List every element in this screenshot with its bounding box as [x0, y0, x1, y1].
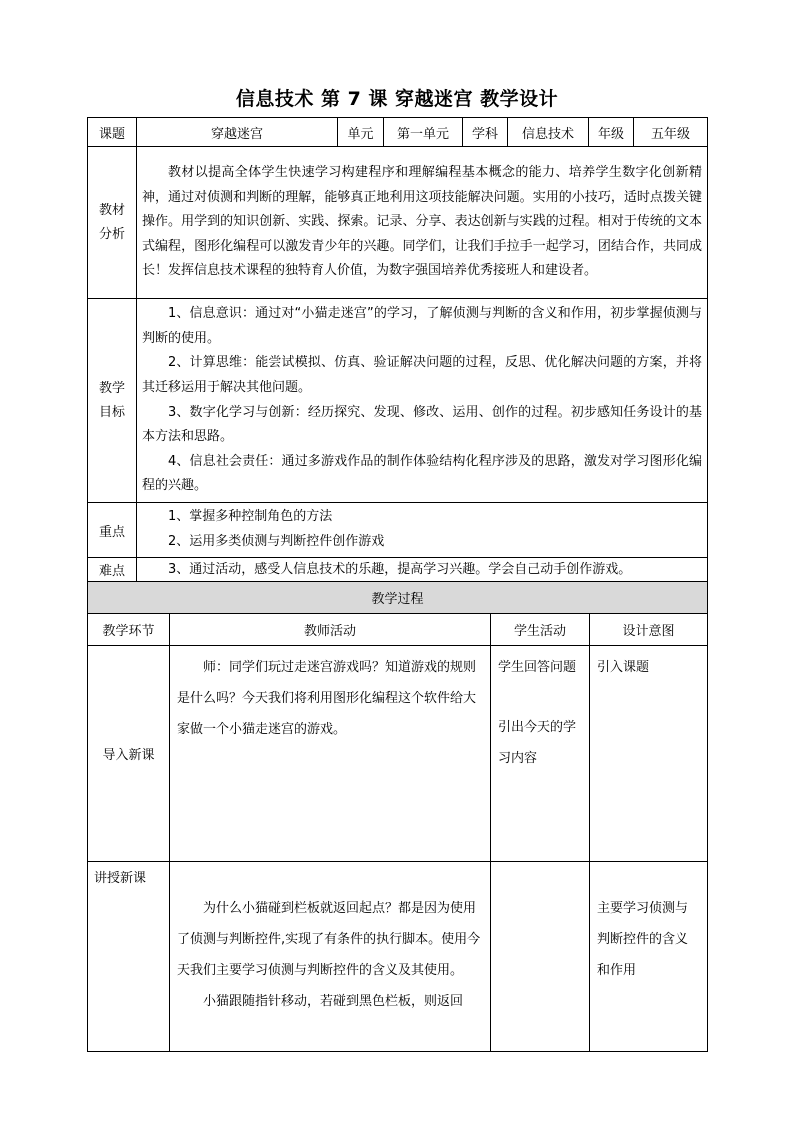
table-row: [88, 646, 708, 862]
student-activity-text: 引出今天的学习内容: [498, 720, 577, 766]
grade-value: 五年级: [634, 118, 708, 147]
subject-value: 信息技术: [508, 118, 589, 147]
document-title: 信息技术 第 7 课 穿越迷宫 教学设计: [235, 88, 559, 110]
topic-value: 穿越迷宫: [137, 118, 338, 147]
analysis-text: 教材以提高全体学生快速学习构建程序和理解编程基本概念的能力、培养学生数字化创新精神，通过对侦测和判断的理解，能够真正地利用这项技能解决问题。实用的小技巧，适时点拨关键操作。用学到的知识创新、实践、探索。记录、分享、表达创新与实践的过程。相对于传统的文本式编程，图形化编程可以激发青少年的兴趣。同学们，让我们手拉手一起学习，团结合作，共同成长！发挥信息技术课程的独特育人价值，为数字强国培养优秀接班人和建设者。: [142, 165, 702, 279]
key-point-item: 2、运用多类侦测与判断控件创作游戏: [168, 534, 385, 549]
lesson-info-table: [87, 117, 708, 582]
difficulty-text: 3、通过活动，感受人信息技术的乐趣，提高学习兴趣。学会自己动手创作游戏。: [168, 561, 632, 577]
key-point-item: 1、掌握多种控制角色的方法: [168, 509, 333, 525]
design-intent-cell: 主要学习侦测与判断控件的含义和作用: [590, 862, 708, 1052]
column-header-student: 学生活动: [491, 614, 590, 646]
analysis-label-line2: 分析: [98, 226, 125, 242]
teacher-activity-text: 为什么小猫碰到栏板就返回起点？都是因为使用了侦测与判断控件,实现了有条件的执行脚本。使用今天我们主要学习侦测与判断控件的含义及其使用。: [177, 901, 481, 978]
goal-item: 2、计算思维：能尝试模拟、仿真、验证解决问题的过程，反思、优化解决问题的方案，并将其迁移运用于解决其他问题。: [142, 355, 702, 395]
goal-item: 4、信息社会责任：通过多游戏作品的制作体验结构化程序涉及的思路，激发对学习图形化编程的兴趣。: [142, 453, 702, 494]
student-activity-cell: [491, 862, 590, 1052]
teacher-activity-text: 小猫跟随指针移动，若碰到黑色栏板，则返回: [203, 994, 464, 1009]
teacher-activity-text: 师：同学们玩过走迷宫游戏吗？知道游戏的规则是什么吗？今天我们将利用图形化编程这个软件给大家做一个小猫走迷宫的游戏。: [177, 660, 477, 737]
difficulty-content: [137, 558, 708, 582]
teacher-activity-cell: [170, 862, 491, 1052]
goals-content: [137, 299, 708, 503]
teaching-process-table: [87, 581, 708, 1052]
unit-value: 第一单元: [384, 118, 463, 147]
column-header-teacher: 教师活动: [170, 614, 491, 646]
difficulty-label: 难点: [88, 558, 137, 582]
stage-cell: 讲授新课: [88, 862, 170, 1052]
key-points-content: [137, 503, 708, 558]
topic-label: 课题: [88, 118, 137, 147]
analysis-label-line1: 教材: [98, 202, 125, 218]
analysis-label: [88, 147, 137, 299]
goals-label-line1: 教学: [98, 380, 125, 396]
subject-label: 学科: [463, 118, 508, 147]
unit-label: 单元: [338, 118, 384, 147]
grade-label: 年级: [589, 118, 634, 147]
stage-cell: 导入新课: [88, 646, 170, 862]
student-activity-cell: [491, 646, 590, 862]
design-intent-cell: 引入课题: [590, 646, 708, 862]
analysis-content: [137, 147, 708, 299]
key-points-label: 重点: [88, 503, 137, 558]
goals-label-line2: 目标: [98, 404, 125, 420]
table-row: [88, 862, 708, 1052]
goal-item: 1、信息意识：通过对“小猫走迷宫”的学习，了解侦测与判断的含义和作用，初步掌握侦测与判断的使用。: [142, 306, 702, 346]
process-heading: 教学过程: [88, 582, 708, 614]
column-header-stage: 教学环节: [88, 614, 170, 646]
student-activity-text: 学生回答问题: [498, 660, 577, 675]
goals-label: [88, 299, 137, 503]
column-header-intent: 设计意图: [590, 614, 708, 646]
teacher-activity-cell: [170, 646, 491, 862]
goal-item: 3、数字化学习与创新：经历探究、发现、修改、运用、创作的过程。初步感知任务设计的基本方法和思路。: [142, 404, 702, 445]
